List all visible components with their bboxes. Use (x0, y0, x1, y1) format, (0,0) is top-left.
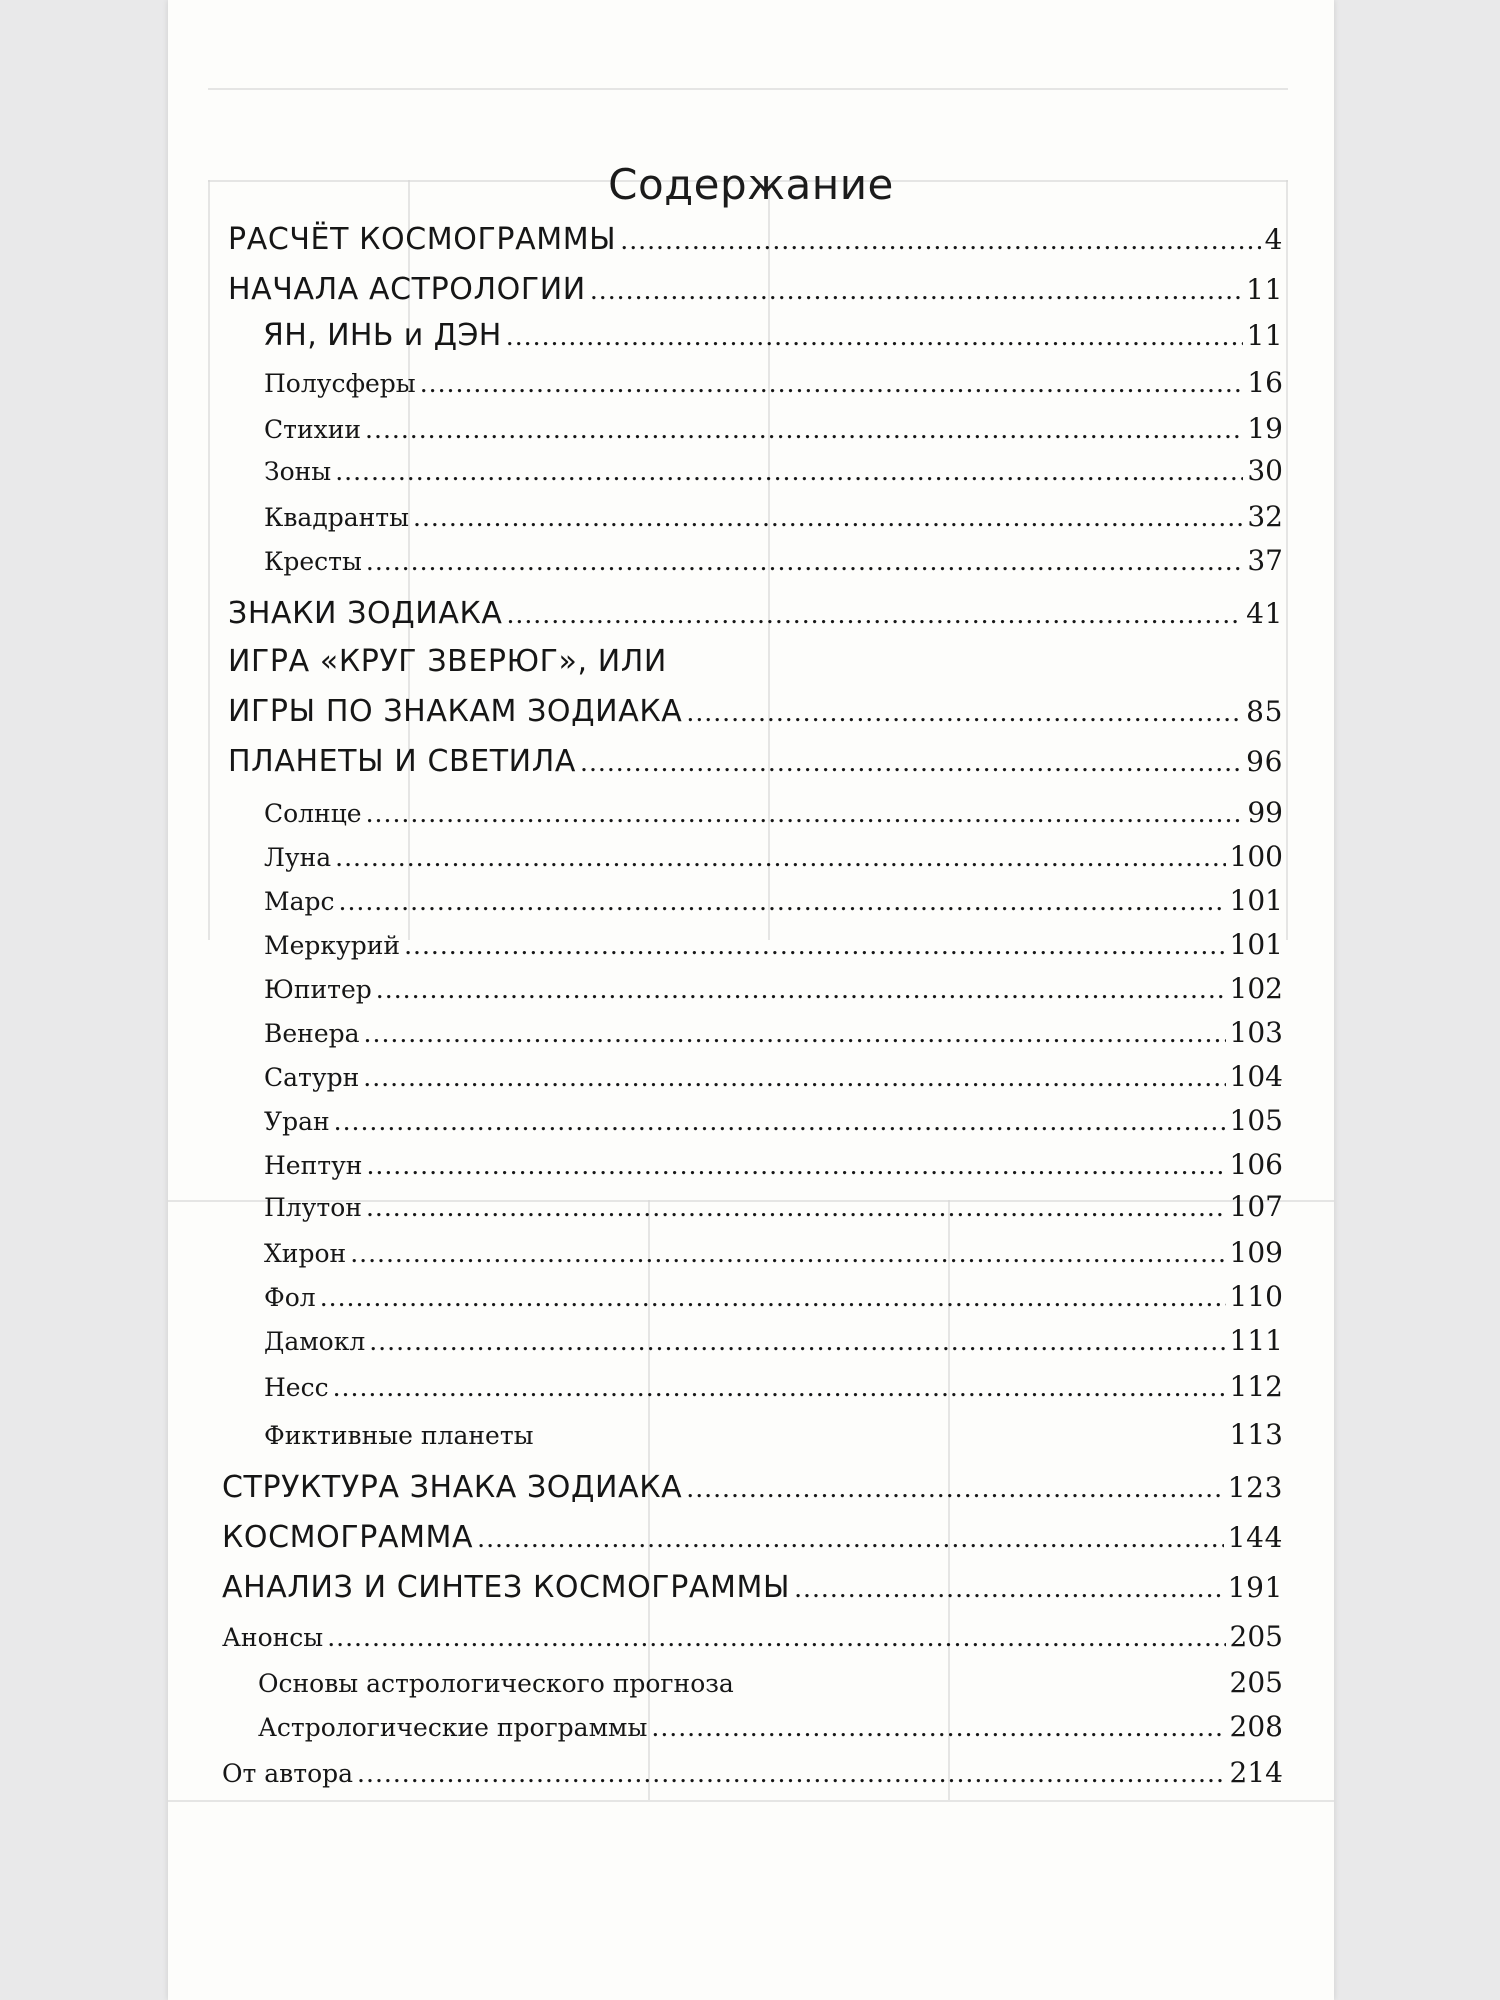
toc-leader-dots (335, 457, 1243, 486)
toc-entry-page: 85 (1246, 695, 1283, 728)
toc-leader-dots (686, 1474, 1224, 1503)
toc-entry-label: ЯН, ИНЬ и ДЭН (263, 318, 502, 353)
toc-entry-label: Луна (264, 843, 332, 872)
toc-leader-dots (366, 547, 1243, 576)
toc-leader-dots (651, 1713, 1225, 1742)
toc-entry (264, 1280, 1283, 1313)
toc-entry-page: 101 (1229, 928, 1283, 961)
toc-leader-dots (333, 1373, 1226, 1402)
toc-entry (264, 1324, 1283, 1357)
toc-entry (264, 840, 1283, 873)
toc-entry (264, 500, 1283, 533)
toc-entry-page: 19 (1247, 412, 1283, 445)
toc-entry-label: Стихии (264, 415, 362, 444)
toc-entry-label: ИГРЫ ПО ЗНАКАМ ЗОДИАКА (228, 694, 683, 729)
toc-entry-label: АНАЛИЗ И СИНТЕЗ КОСМОГРАММЫ (222, 1570, 791, 1605)
toc-entry-page: 106 (1229, 1148, 1283, 1181)
toc-entry (264, 796, 1283, 829)
toc-entry (264, 1148, 1283, 1181)
toc-leader-dots (369, 1327, 1225, 1356)
toc-entry-label: Астрологические программы (258, 1713, 648, 1742)
toc-leader-dots (477, 1524, 1224, 1553)
toc-entry (222, 1470, 1283, 1505)
toc-entry (264, 412, 1283, 445)
toc-entry (228, 222, 1283, 257)
toc-entry-label: Фиктивные планеты (264, 1421, 534, 1450)
toc-entry-label: Юпитер (264, 975, 372, 1004)
toc-entry-label: СТРУКТУРА ЗНАКА ЗОДИАКА (222, 1470, 683, 1505)
toc-entry-page: 205 (1229, 1666, 1283, 1699)
toc-leader-dots (590, 276, 1242, 305)
toc-entry-page: 37 (1247, 544, 1283, 577)
toc-entry (264, 1060, 1283, 1093)
toc-leader-dots (404, 931, 1225, 960)
toc-entry-label: ЗНАКИ ЗОДИАКА (228, 596, 503, 631)
toc-entry-label: Полусферы (264, 369, 416, 398)
toc-leader-dots (620, 226, 1260, 255)
toc-entry-label: РАСЧЁТ КОСМОГРАММЫ (228, 222, 617, 257)
toc-entry (264, 1370, 1283, 1403)
toc-entry-page: 100 (1229, 840, 1283, 873)
toc-entry (264, 1236, 1283, 1269)
toc-entry-page: 208 (1229, 1710, 1283, 1743)
toc-entry (228, 644, 1283, 679)
toc-entry (264, 928, 1283, 961)
toc-entry (222, 1756, 1283, 1789)
toc-entry-label: Солнце (264, 799, 362, 828)
toc-leader-dots (686, 698, 1242, 727)
toc-entry-page: 32 (1247, 500, 1283, 533)
toc-leader-dots (413, 503, 1243, 532)
toc-entry (264, 1104, 1283, 1137)
toc-entry-label: Марс (264, 887, 335, 916)
toc-entry (228, 272, 1283, 307)
toc-entry-page: 205 (1229, 1620, 1283, 1653)
toc-entry-page: 96 (1246, 745, 1283, 778)
toc-entry (222, 1570, 1283, 1605)
toc-entry (222, 1520, 1283, 1555)
toc-entry (263, 318, 1283, 353)
toc-entry (264, 972, 1283, 1005)
toc-entry (228, 596, 1283, 631)
book-page (168, 0, 1334, 2000)
toc-entry (264, 1190, 1283, 1223)
toc-entry-page: 16 (1247, 366, 1283, 399)
toc-entry-label: Основы астрологического прогноза (258, 1669, 734, 1698)
toc-entry-label: От автора (222, 1759, 354, 1788)
toc-entry-label: Сатурн (264, 1063, 360, 1092)
toc-leader-dots (366, 1151, 1225, 1180)
toc-entry-page: 104 (1229, 1060, 1283, 1093)
toc-entry-page: 103 (1229, 1016, 1283, 1049)
toc-leader-dots (339, 887, 1226, 916)
toc-entry-page: 99 (1247, 796, 1283, 829)
toc-entry-page: 191 (1227, 1571, 1283, 1604)
toc-entry (264, 1418, 1283, 1451)
toc-entry-label: Меркурий (264, 931, 401, 960)
toc-entry-page: 107 (1229, 1190, 1283, 1223)
toc-entry-label: ИГРА «КРУГ ЗВЕРЮГ», ИЛИ (228, 644, 667, 679)
toc-entry-label: Уран (264, 1107, 330, 1136)
toc-leader-dots (320, 1283, 1226, 1312)
toc-entry (264, 1016, 1283, 1049)
toc-entry (264, 454, 1283, 487)
toc-entry-page: 102 (1229, 972, 1283, 1005)
toc-entry-page: 123 (1227, 1471, 1283, 1504)
toc-entry-label: Квадранты (264, 503, 410, 532)
toc-entry-label: НАЧАЛА АСТРОЛОГИИ (228, 272, 586, 307)
toc-entry (222, 1620, 1283, 1653)
toc-entry-label: Кресты (264, 547, 362, 576)
toc-entry-label: Нептун (264, 1151, 363, 1180)
toc-entry-label: КОСМОГРАММА (222, 1520, 474, 1555)
toc-leader-dots (420, 369, 1244, 398)
toc-entry-label: Фол (264, 1283, 316, 1312)
toc-entry-page: 11 (1246, 319, 1283, 352)
toc-entry-page: 4 (1264, 223, 1283, 256)
toc-entry (264, 884, 1283, 917)
toc-entry-page: 144 (1227, 1521, 1283, 1554)
toc-entry-label: Несс (264, 1373, 329, 1402)
toc-leader-dots (376, 975, 1226, 1004)
toc-entry-page: 41 (1246, 597, 1283, 630)
toc-entry (264, 366, 1283, 399)
toc-leader-dots (506, 322, 1243, 351)
toc-entry-label: Дамокл (264, 1327, 366, 1356)
toc-leader-dots (327, 1623, 1225, 1652)
toc-entry-label: Анонсы (222, 1623, 324, 1652)
toc-entry-label: Хирон (264, 1239, 347, 1268)
toc-leader-dots (794, 1574, 1224, 1603)
toc-entry-page: 30 (1247, 454, 1283, 487)
toc-leader-dots (335, 843, 1225, 872)
toc-leader-dots (364, 1019, 1226, 1048)
toc-leader-dots (357, 1759, 1226, 1788)
toc-leader-dots (350, 1239, 1225, 1268)
toc-entry-page: 101 (1229, 884, 1283, 917)
toc-leader-dots (366, 1193, 1226, 1222)
toc-entry-page: 214 (1229, 1756, 1283, 1789)
toc-entry-page: 110 (1229, 1280, 1283, 1313)
toc-entry (228, 694, 1283, 729)
toc-entry (258, 1666, 1283, 1699)
toc-leader-dots (580, 748, 1242, 777)
toc-leader-dots (506, 600, 1242, 629)
toc-entry-page: 112 (1229, 1370, 1283, 1403)
toc-entry-page: 11 (1246, 273, 1283, 306)
toc-leader-dots (363, 1063, 1225, 1092)
toc-entry-label: Венера (264, 1019, 360, 1048)
toc-entry (228, 744, 1283, 779)
toc-entry-label: ПЛАНЕТЫ И СВЕТИЛА (228, 744, 576, 779)
toc-entry-page: 113 (1229, 1418, 1283, 1451)
toc-entry (258, 1710, 1283, 1743)
contents-title: Содержание (608, 160, 894, 209)
toc-entry-page: 109 (1229, 1236, 1283, 1269)
toc-entry-page: 105 (1229, 1104, 1283, 1137)
toc-entry-page: 111 (1229, 1324, 1283, 1357)
table-of-contents (168, 0, 1334, 2000)
toc-entry (264, 544, 1283, 577)
toc-leader-dots (365, 415, 1243, 444)
toc-leader-dots (334, 1107, 1226, 1136)
toc-entry-label: Зоны (264, 457, 332, 486)
toc-entry-label: Плутон (264, 1193, 362, 1222)
toc-leader-dots (366, 799, 1244, 828)
